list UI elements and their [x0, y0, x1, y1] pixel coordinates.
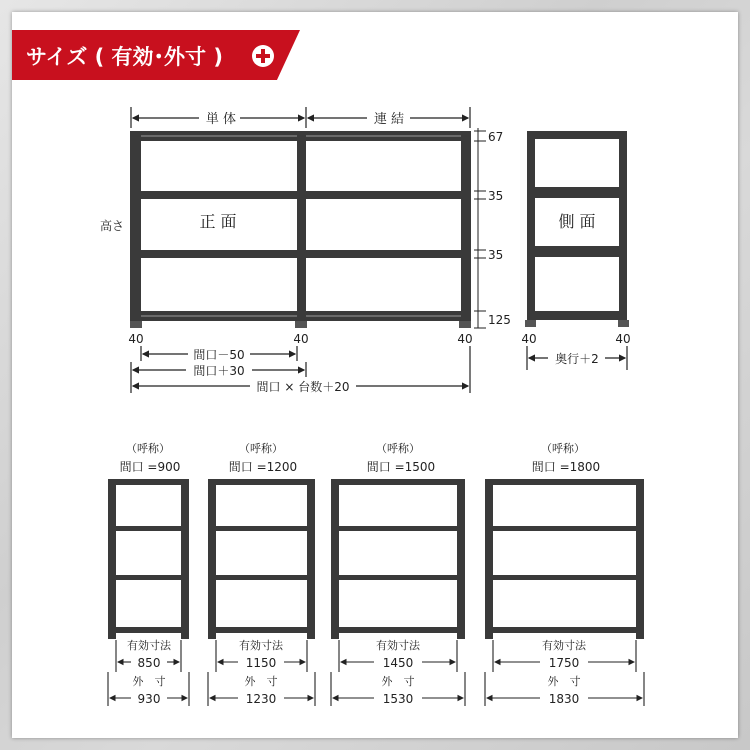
dim-total: 間口 × 台数＋20 [256, 380, 350, 394]
variant-1200 [208, 442, 315, 706]
side-foot-right [618, 320, 629, 327]
outer-value: 1830 [548, 692, 580, 706]
side-post-right [619, 131, 627, 327]
outer-label: 外 寸 [381, 675, 415, 688]
shelf-spacing-ticks [474, 128, 486, 328]
height-label: 高さ [100, 219, 125, 233]
side-shelf-1 [527, 131, 627, 139]
side-foot-left [525, 320, 536, 327]
unit-label: 単 体 [205, 112, 237, 127]
effective-label: 有効寸法 [127, 639, 171, 652]
front-post-mid [297, 131, 306, 327]
effective-label: 有効寸法 [376, 639, 420, 652]
outer-value: 1230 [245, 692, 277, 706]
effective-label: 有効寸法 [542, 639, 586, 652]
front-foot-mid [295, 321, 307, 328]
front-label: 正 面 [199, 212, 237, 231]
front-foot-left [130, 321, 142, 328]
outer-label: 外 寸 [132, 675, 166, 688]
post-width-mid: 40 [293, 332, 309, 346]
effective-label: 有効寸法 [239, 639, 283, 652]
variant-nominal: （呼称） [239, 442, 283, 455]
dim-gap-plus: 間口＋30 [193, 364, 245, 378]
front-shelf-2 [130, 191, 471, 199]
variant-900 [108, 442, 189, 706]
side-shelf-4 [527, 311, 627, 320]
effective-value: 850 [137, 656, 161, 670]
dim-depth: 奥行＋2 [555, 352, 599, 366]
variant-1500 [331, 442, 465, 706]
variant-nominal: （呼称） [541, 442, 585, 455]
variant-nominal: （呼称） [376, 442, 420, 455]
top-width-dims [131, 107, 470, 128]
front-shelf-3 [130, 250, 471, 258]
outer-value: 930 [137, 692, 161, 706]
outer-label: 外 寸 [547, 675, 581, 688]
shelf-dim-1: 67 [488, 130, 504, 144]
shelf-dim-4: 125 [488, 313, 511, 327]
side-post-width-left: 40 [521, 332, 537, 346]
post-width-left: 40 [128, 332, 144, 346]
effective-value: 1450 [382, 656, 414, 670]
front-post-right [461, 131, 471, 327]
variant-nominal: （呼称） [126, 442, 170, 455]
effective-value: 1150 [245, 656, 277, 670]
front-foot-right [459, 321, 471, 328]
variant-gap: 間口 =900 [119, 460, 181, 474]
shelf-dim-2: 35 [488, 189, 504, 203]
outer-value: 1530 [382, 692, 414, 706]
outer-label: 外 寸 [244, 675, 278, 688]
side-shelf-2 [527, 187, 627, 198]
variant-gap: 間口 =1500 [366, 460, 436, 474]
connect-label: 連 結 [373, 112, 405, 127]
post-width-right: 40 [457, 332, 473, 346]
side-label: 側 面 [558, 212, 596, 231]
side-post-width-right: 40 [615, 332, 631, 346]
dim-gap-minus: 間口－50 [193, 348, 245, 362]
side-shelf-3 [527, 246, 627, 257]
variant-1800 [485, 442, 644, 706]
front-post-left [130, 131, 141, 327]
effective-value: 1750 [548, 656, 580, 670]
front-view [130, 131, 471, 328]
shelf-dim-3: 35 [488, 248, 504, 262]
page-title: サイズ ( 有効･外寸 ) [26, 45, 223, 69]
variant-gap: 間口 =1800 [531, 460, 601, 474]
side-post-left [527, 131, 535, 327]
variant-gap: 間口 =1200 [228, 460, 298, 474]
